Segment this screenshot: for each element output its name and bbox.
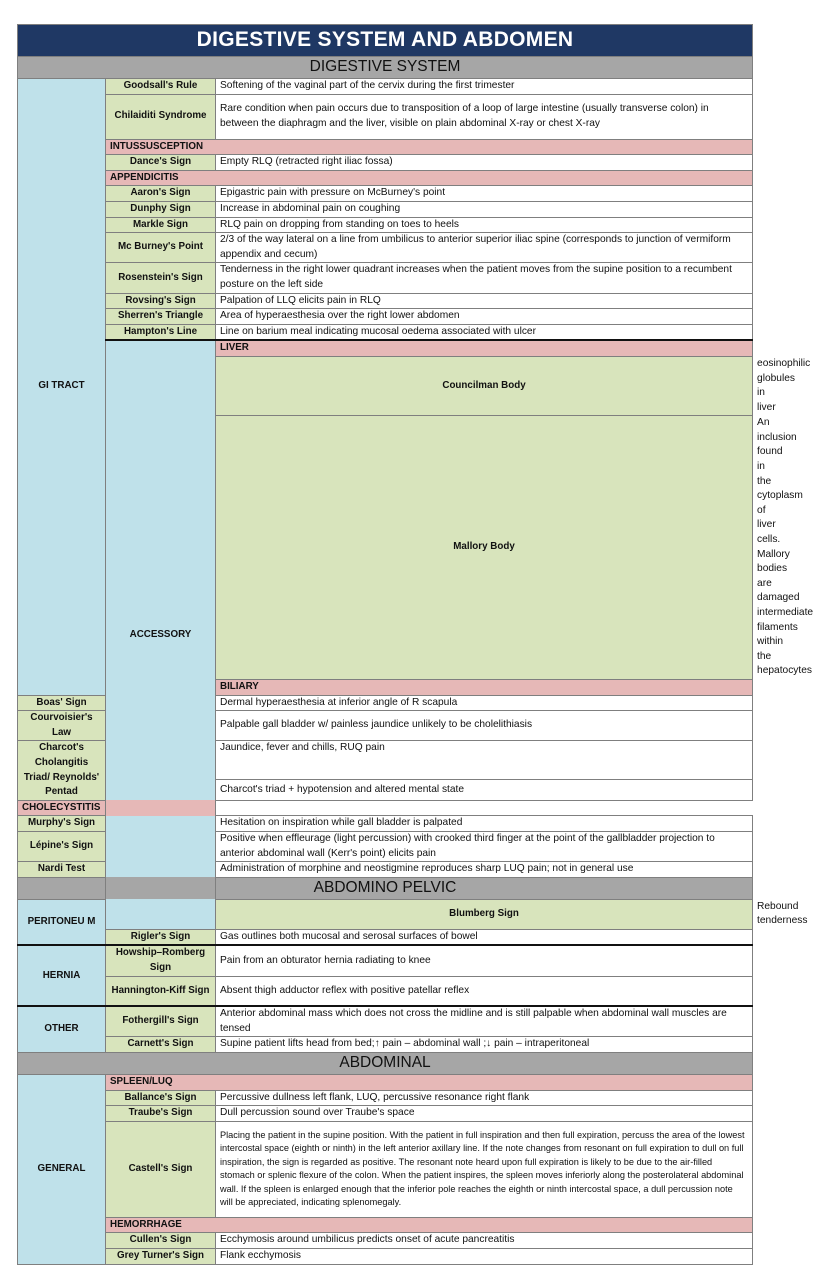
section-row [18, 1052, 753, 1074]
subhead-row [18, 170, 753, 186]
desc-aaron: Epigastric pain with pressure on McBurney's point [216, 186, 753, 202]
term-dance: Dance's Sign [106, 155, 216, 171]
term-castell: Castell's Sign [106, 1121, 216, 1217]
term-cullen: Cullen's Sign [106, 1233, 216, 1249]
desc-carnett: Supine patient lifts head from bed;↑ pain – abdominal wall ;↓ pain – intraperitoneal [216, 1037, 753, 1053]
term-markle: Markle Sign [106, 217, 216, 233]
desc-mcburney: 2/3 of the way lateral on a line from umbilicus to anterior superior iliac spine (corresponds to junction of vermiform appendix and cecum) [216, 233, 753, 263]
term-goodsall: Goodsall's Rule [106, 79, 216, 95]
desc-nardi: Administration of morphine and neostigmine reproduces sharp LUQ pain; not in general use [216, 862, 753, 878]
section-row [18, 877, 753, 899]
table-row: Mallory Body An inclusion found in the cytoplasm of liver cells. Mallory bodies are damaged intermediate filaments within the hepatocytes [18, 416, 753, 680]
signs-table [17, 24, 813, 1265]
desc-hampton: Line on barium meal indicating mucosal oedema associated with ulcer [216, 324, 753, 340]
desc-rovsing: Palpation of LLQ elicits pain in RLQ [216, 293, 753, 309]
table-row [18, 1233, 753, 1249]
desc-boas: Dermal hyperaesthesia at inferior angle of R scapula [216, 695, 753, 711]
table-row [18, 309, 753, 325]
desc-dance: Empty RLQ (retracted right iliac fossa) [216, 155, 753, 171]
term-aaron: Aaron's Sign [106, 186, 216, 202]
desc-chilaiditi: Rare condition when pain occurs due to transposition of a loop of large intestine (usually transverse colon) in between the diaphragm and the liver, visible on plain abdominal X-ray or chest X-ray [216, 94, 753, 139]
group-general: GENERAL [18, 1074, 106, 1264]
table-row [18, 929, 753, 945]
table-row [18, 1106, 753, 1122]
table-row [18, 94, 753, 139]
group-accessory: ACCESSORY [106, 340, 216, 929]
group-gi-tract: GI TRACT [18, 79, 106, 696]
section-abdomino-pelvic: ABDOMINO PELVIC [18, 877, 753, 899]
desc-courvoisier: Palpable gall bladder w/ painless jaundice unlikely to be cholelithiasis [216, 711, 753, 741]
page-title: DIGESTIVE SYSTEM AND ABDOMEN [18, 25, 753, 57]
group-peritoneum: PERITONEU M [18, 899, 106, 945]
term-dunphy: Dunphy Sign [106, 201, 216, 217]
table-row [18, 233, 753, 263]
term-charcot: Charcot's Cholangitis Triad/ Reynolds' Pentad [18, 741, 106, 800]
subhead-row [18, 800, 753, 816]
desc-traube: Dull percussion sound over Traube's space [216, 1106, 753, 1122]
term-chilaiditi: Chilaiditi Syndrome [106, 94, 216, 139]
desc-rigler: Gas outlines both mucosal and serosal surfaces of bowel [216, 929, 753, 945]
table-row [18, 1037, 753, 1053]
subhead-row [18, 1074, 753, 1090]
term-carnett: Carnett's Sign [106, 1037, 216, 1053]
subhead-liver: LIVER [216, 340, 753, 356]
term-mallory: Mallory Body [216, 416, 753, 680]
term-rosenstein: Rosenstein's Sign [106, 263, 216, 293]
desc-castell: Placing the patient in the supine position. With the patient in full inspiration and then full expiration, percuss the area of the lowest intercostal space (eighth or ninth) in the left anterior axillary line. If the note changes from resonant on full expiration to dull on full inspiration, the sign is regarded as positive. The resonant note heard upon full expiration is likely to be due to the air-filled stomach or splenic flexure of the colon. When the patient inspires, the spleen moves inferiorly along the posterolateral abdominal wall. If the spleen is enlarged enough that the inferior pole reaches the eighth or ninth intercostal space, a dull percussion note will be appreciated, indicating splenomegaly. [216, 1121, 753, 1217]
desc-ballance: Percussive dullness left flank, LUQ, percussive resonance right flank [216, 1090, 753, 1106]
table-row [18, 201, 753, 217]
desc-grey-turner: Flank ecchymosis [216, 1248, 753, 1264]
title-row [18, 25, 753, 57]
term-traube: Traube's Sign [106, 1106, 216, 1122]
section-abdominal: ABDOMINAL [18, 1052, 753, 1074]
table-row [18, 263, 753, 293]
desc-charcot-triad: Jaundice, fever and chills, RUQ pain [216, 741, 753, 780]
table-row [18, 1121, 753, 1217]
group-other: OTHER [18, 1006, 106, 1052]
term-ballance: Ballance's Sign [106, 1090, 216, 1106]
term-howship: Howship–Romberg Sign [106, 945, 216, 976]
table-row [18, 293, 753, 309]
desc-rosenstein: Tenderness in the right lower quadrant increases when the patient moves from the supine position to a recumbent posture on the left side [216, 263, 753, 293]
term-nardi: Nardi Test [18, 862, 106, 878]
term-grey-turner: Grey Turner's Sign [106, 1248, 216, 1264]
table-row [18, 1006, 753, 1037]
term-mcburney: Mc Burney's Point [106, 233, 216, 263]
subhead-row [18, 139, 753, 155]
desc-cullen: Ecchymosis around umbilicus predicts onset of acute pancreatitis [216, 1233, 753, 1249]
term-rovsing: Rovsing's Sign [106, 293, 216, 309]
term-hannington: Hannington-Kiff Sign [106, 976, 216, 1006]
desc-murphy: Hesitation on inspiration while gall bladder is palpated [216, 816, 753, 832]
subhead-hemorrhage: HEMORRHAGE [106, 1217, 753, 1233]
table-row [18, 186, 753, 202]
table-row [18, 217, 753, 233]
desc-lepine: Positive when effleurage (light percussion) with crooked third finger at the point of the gallbladder projection to anterior abdominal wall (Kerr's point) elicits pain [216, 831, 753, 861]
section-row [18, 57, 753, 79]
term-councilman: Councilman Body [216, 356, 753, 415]
term-courvoisier: Courvoisier's Law [18, 711, 106, 741]
subhead-appendicitis: APPENDICITIS [106, 170, 753, 186]
table-row: Councilman Body eosinophilic globules in liver [18, 356, 753, 415]
subhead-intussusception: INTUSSUSCEPTION [106, 139, 753, 155]
subhead-biliary: BILIARY [216, 679, 753, 695]
table-row [18, 976, 753, 1006]
section-digestive-system: DIGESTIVE SYSTEM [18, 57, 753, 79]
term-murphy: Murphy's Sign [18, 816, 106, 832]
desc-reynolds-pentad: Charcot's triad + hypotension and altered mental state [216, 780, 753, 800]
table-row: PERITONEU M Blumberg Sign Rebound tenderness [18, 899, 753, 929]
desc-hannington: Absent thigh adductor reflex with positive patellar reflex [216, 976, 753, 1006]
term-boas: Boas' Sign [18, 695, 106, 711]
desc-sherren: Area of hyperaesthesia over the right lower abdomen [216, 309, 753, 325]
subhead-cholecystitis: CHOLECYSTITIS [18, 800, 216, 816]
subhead-row [18, 340, 753, 356]
desc-fothergill: Anterior abdominal mass which does not cross the midline and is still palpable when abdominal wall muscles are tensed [216, 1006, 753, 1037]
desc-goodsall: Softening of the vaginal part of the cervix during the first trimester [216, 79, 753, 95]
table-row [18, 1090, 753, 1106]
reference-sheet [17, 24, 813, 1265]
table-row [18, 155, 753, 171]
desc-howship: Pain from an obturator hernia radiating to knee [216, 945, 753, 976]
term-hampton: Hampton's Line [106, 324, 216, 340]
subhead-spleen: SPLEEN/LUQ [106, 1074, 753, 1090]
table-row [18, 324, 753, 340]
term-rigler: Rigler's Sign [106, 929, 216, 945]
table-row [18, 1248, 753, 1264]
term-lepine: Lépine's Sign [18, 831, 106, 861]
term-sherren: Sherren's Triangle [106, 309, 216, 325]
desc-dunphy: Increase in abdominal pain on coughing [216, 201, 753, 217]
desc-markle: RLQ pain on dropping from standing on toes to heels [216, 217, 753, 233]
subhead-row [18, 1217, 753, 1233]
table-row [18, 945, 753, 976]
group-hernia: HERNIA [18, 945, 106, 1006]
term-blumberg: Blumberg Sign [216, 899, 753, 929]
term-fothergill: Fothergill's Sign [106, 1006, 216, 1037]
table-row [18, 79, 753, 95]
